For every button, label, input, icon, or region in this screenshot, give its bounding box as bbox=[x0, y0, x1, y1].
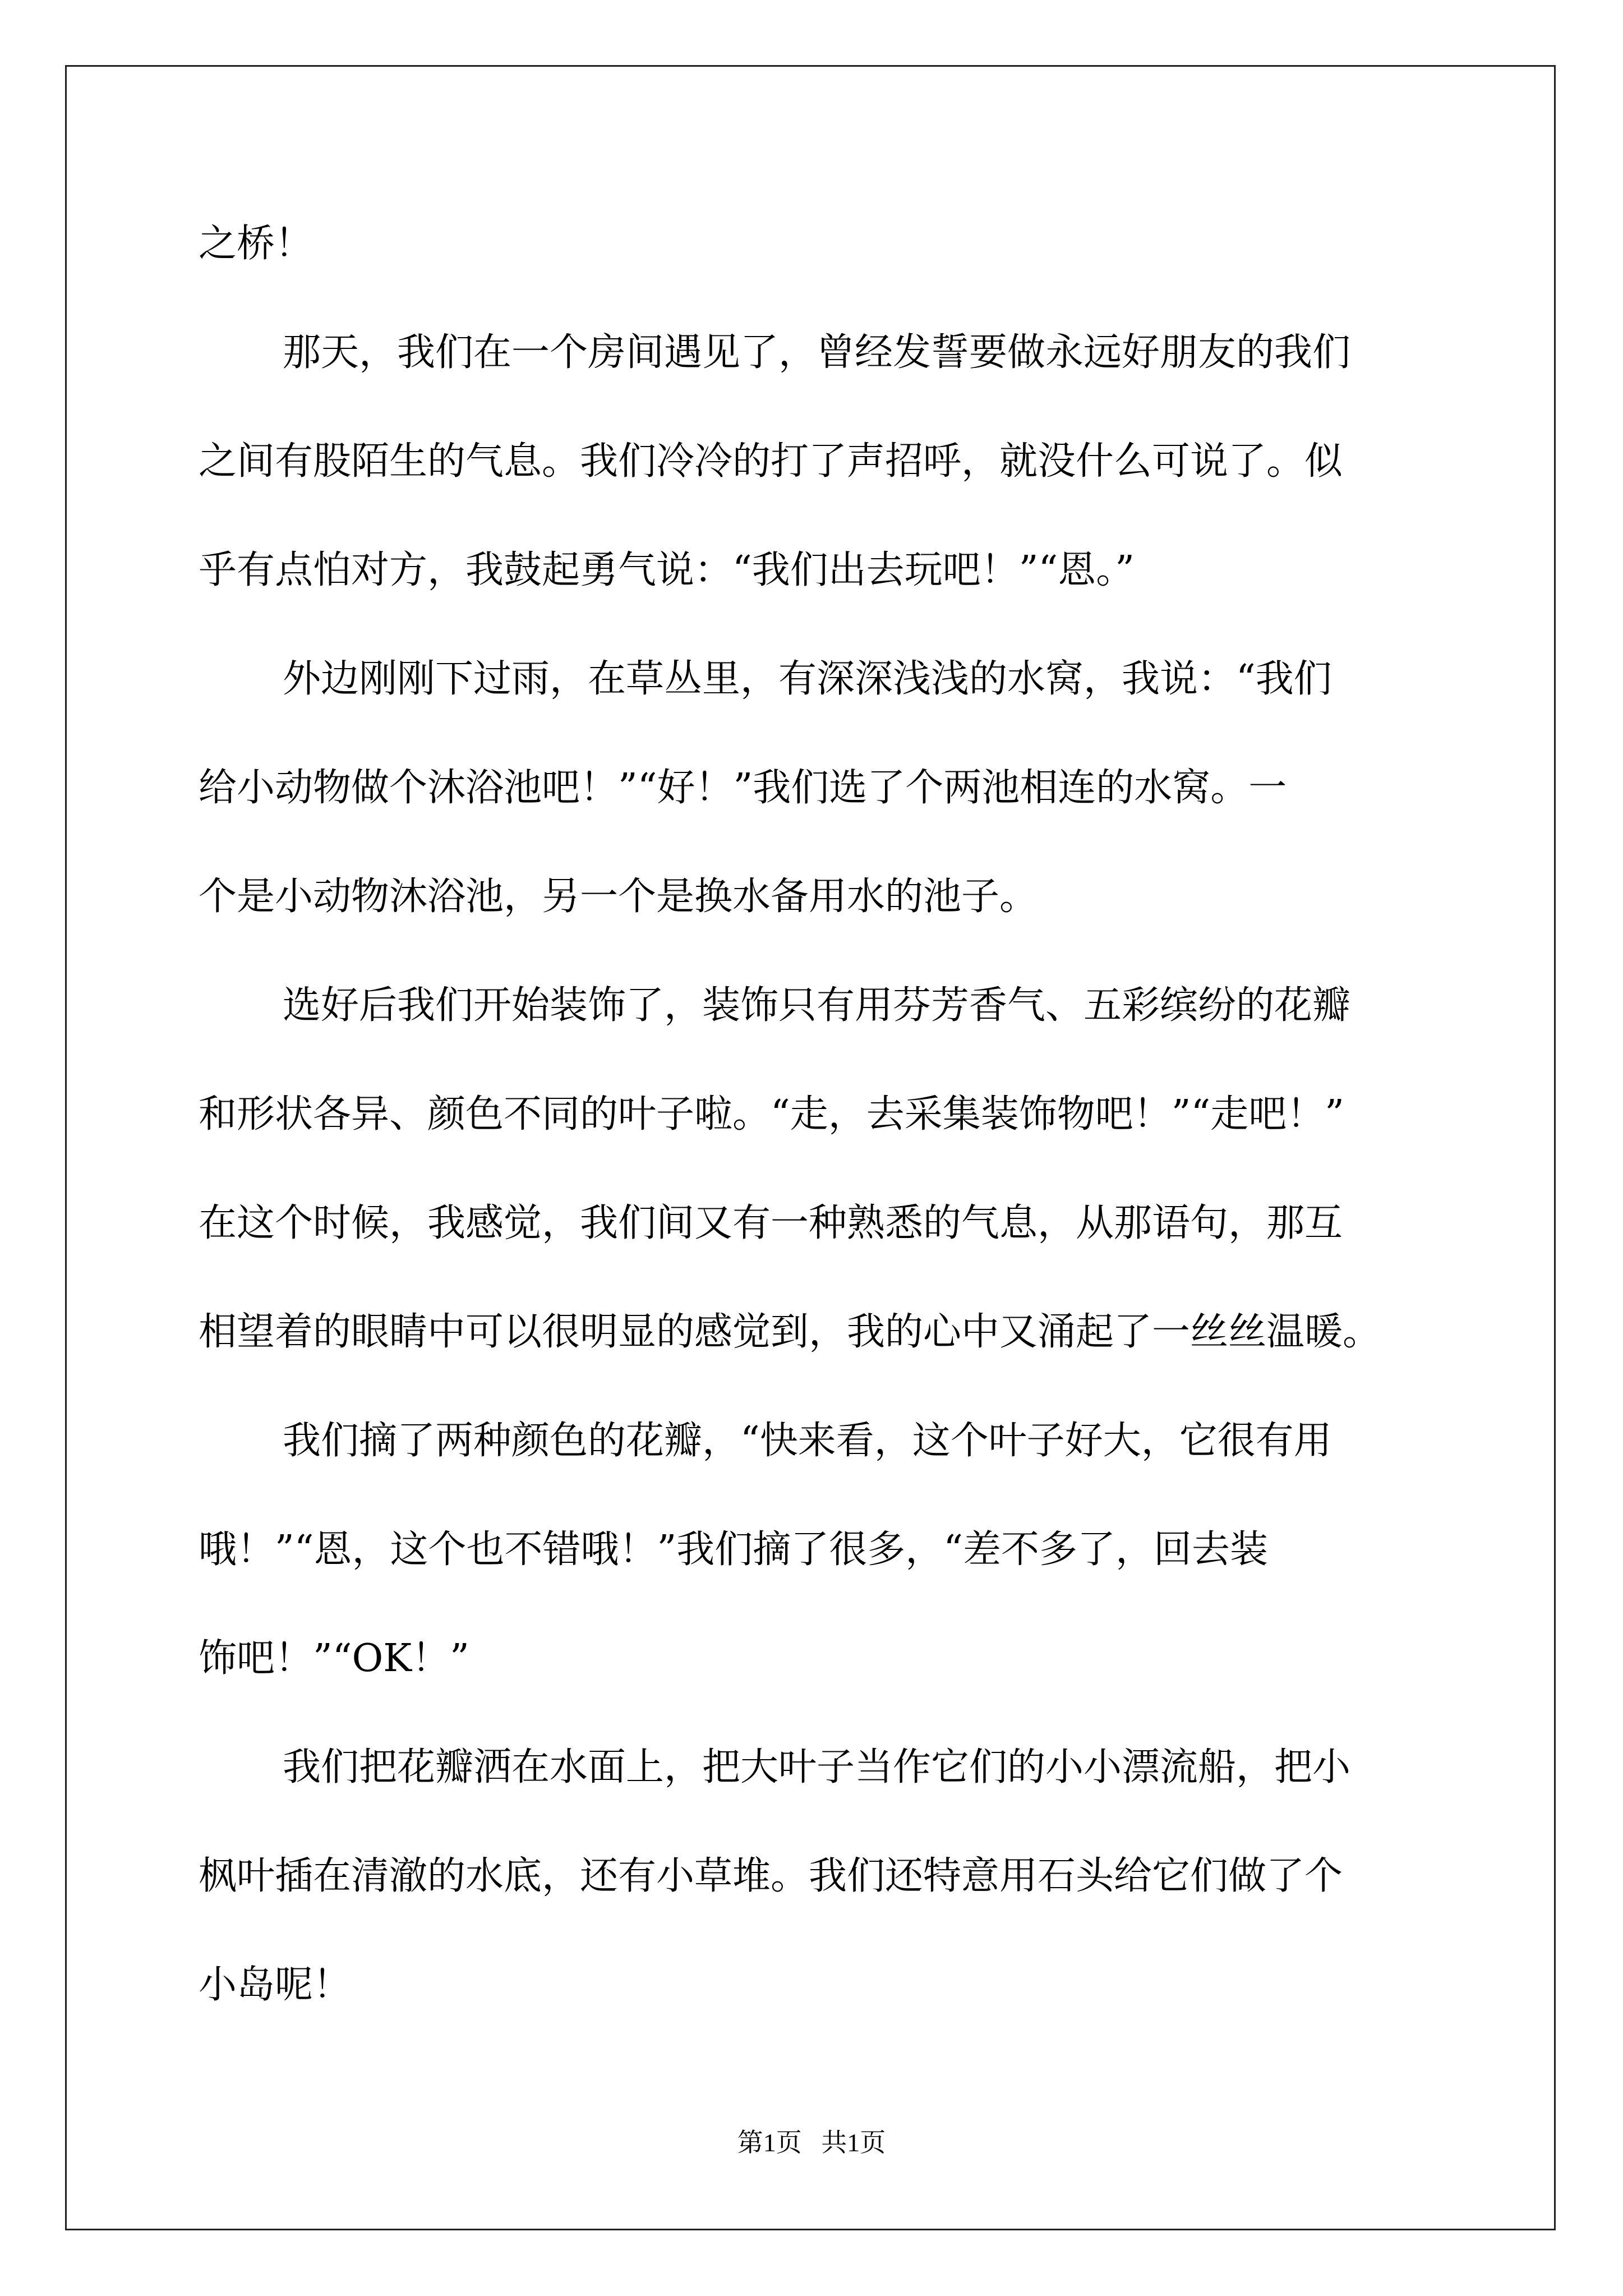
text-line: 哦！”“恩，这个也不错哦！”我们摘了很多，“差不多了，回去装 bbox=[199, 1527, 1269, 1572]
text-line: 个是小动物沐浴池，另一个是换水备用水的池子。 bbox=[199, 875, 1038, 919]
document-body bbox=[199, 213, 1449, 2063]
text-line: 外边刚刚下过雨，在草丛里，有深深浅浅的水窝，我说：“我们 bbox=[283, 657, 1332, 701]
text-line: 和形状各异、颜色不同的叶子啦。“走，去采集装饰物吧！”“走吧！” bbox=[199, 1092, 1345, 1137]
text-line: 之桥！ bbox=[199, 222, 313, 266]
text-line: 相望着的眼睛中可以很明显的感觉到，我的心中又涌起了一丝丝温暖。 bbox=[199, 1310, 1381, 1354]
text-line: 枫叶插在清澈的水底，还有小草堆。我们还特意用石头给它们做了个 bbox=[199, 1854, 1343, 1898]
text-line: 乎有点怕对方，我鼓起勇气说：“我们出去玩吧！”“恩。” bbox=[199, 548, 1135, 592]
text-line: 饰吧！”“OK！” bbox=[199, 1636, 469, 1681]
text-line: 小岛呢！ bbox=[199, 1963, 352, 2007]
text-line: 给小动物做个沐浴池吧！”“好！”我们选了个两池相连的水窝。一 bbox=[199, 766, 1287, 810]
text-line: 选好后我们开始装饰了，装饰只有用芬芳香气、五彩缤纷的花瓣 bbox=[283, 983, 1351, 1028]
text-line: 我们摘了两种颜色的花瓣，“快来看，这个叶子好大，它很有用 bbox=[283, 1419, 1332, 1463]
text-line: 之间有股陌生的气息。我们冷冷的打了声招呼，就没什么可说了。似 bbox=[199, 439, 1343, 484]
text-line: 那天，我们在一个房间遇见了，曾经发誓要做永远好朋友的我们 bbox=[283, 330, 1351, 375]
text-line: 在这个时候，我感觉，我们间又有一种熟悉的气息，从那语句，那互 bbox=[199, 1201, 1343, 1245]
text-line: 我们把花瓣洒在水面上，把大叶子当作它们的小小漂流船，把小 bbox=[283, 1745, 1351, 1789]
page-number-footer: 第1页 共1页 bbox=[737, 2128, 886, 2157]
